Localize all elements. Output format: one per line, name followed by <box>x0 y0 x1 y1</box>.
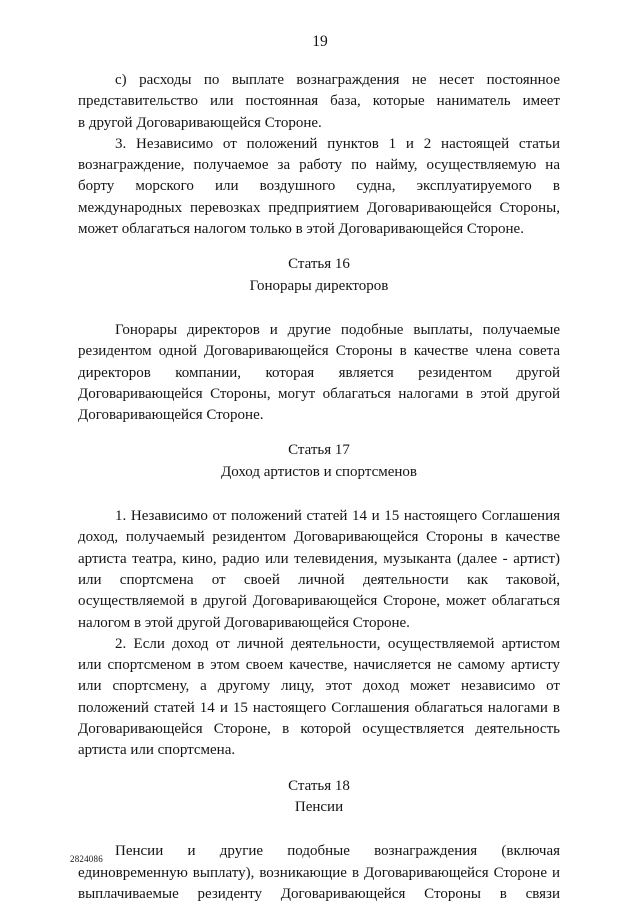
text-line: доход, получаемый резидентом Договаривающейся Стороны в качестве <box>78 529 560 546</box>
text-line: или спортсмену, а другому лицу, этот доход может независимо от <box>78 678 560 695</box>
text-line: представительство или постоянная база, которые наниматель имеет <box>78 93 560 110</box>
text-line: 1. Независимо от положений статей 14 и 15 настоящего Соглашения <box>115 508 560 525</box>
article-number: Статья 17 <box>288 442 350 459</box>
text-line: или спортсмена от своей личной деятельности как таковой, <box>78 571 560 588</box>
text-line: налогом в этой другой Договаривающейся Стороне. <box>78 614 410 631</box>
text-line: единовременную выплату), возникающие в Договаривающейся Стороне и <box>78 864 560 881</box>
text-line: 3. Независимо от положений пунктов 1 и 2 настоящей статьи <box>115 135 560 152</box>
text-line: международных перевозках предприятием Договаривающейся Стороны, <box>78 199 560 216</box>
text-line: артиста или спортсмена. <box>78 742 236 759</box>
article-title: Гонорары директоров <box>249 277 389 294</box>
text-line: Пенсии и другие подобные вознаграждения (включая <box>115 843 560 860</box>
article-number: Статья 16 <box>288 256 350 273</box>
article-title: Пенсии <box>294 798 344 815</box>
text-line: c) расходы по выплате вознаграждения не несет постоянное <box>115 72 560 88</box>
text-line: артиста театра, кино, радио или телевидения, музыканта (далее - артист) <box>78 550 560 567</box>
page-number: 19 <box>312 33 328 50</box>
article-title: Доход артистов и спортсменов <box>220 463 418 480</box>
text-line: Договаривающейся Стороны, могут облагаться налогами в этой другой <box>78 385 560 402</box>
text-line: Договаривающейся Стороне, в которой осуществляется деятельность <box>78 721 560 738</box>
article-number: Статья 18 <box>288 777 350 794</box>
text-line: положений статей 14 и 15 настоящего Соглашения облагаться налогами в <box>78 699 560 716</box>
text-line: резидентом одной Договаривающейся Стороны в качестве члена совета <box>78 343 560 360</box>
text-line: Гонорары директоров и другие подобные выплаты, получаемые <box>115 321 560 338</box>
text-line: осуществляемой в другой Договаривающейся Стороне, может облагаться <box>78 593 560 610</box>
text-line: в другой Договаривающейся Стороне. <box>78 114 322 131</box>
text-line: Договаривающейся Стороне. <box>78 407 264 424</box>
document-code: 2824086 <box>70 854 103 864</box>
text-line: директоров компании, которая является резидентом другой <box>78 364 560 381</box>
text-line: выплачиваемые резиденту Договаривающейся Стороны в связи <box>78 885 560 902</box>
text-line: может облагаться налогом только в этой Договаривающейся Стороне. <box>78 221 524 238</box>
page-body <box>78 70 560 905</box>
text-line: вознаграждение, получаемое за работу по найму, осуществляемую на <box>78 157 560 174</box>
text-line: или спортсменом в этом своем качестве, начисляется не самому артисту <box>78 657 560 674</box>
text-line: 2. Если доход от личной деятельности, осуществляемой артистом <box>115 635 560 652</box>
text-line: борту морского или воздушного судна, эксплуатируемого в <box>78 178 560 195</box>
